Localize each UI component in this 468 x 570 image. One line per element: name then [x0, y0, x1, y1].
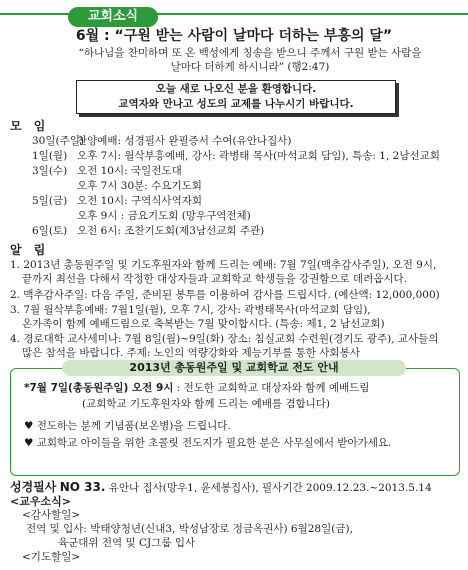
- meeting-day: 6일(토): [32, 225, 68, 237]
- notice-item: [10, 304, 462, 332]
- welcome-line: 교역자와 만나고 성도의 교제를 나누시기 바랍니다.: [118, 98, 354, 110]
- notice-item: [10, 259, 462, 287]
- bible-copy-number: NO 33.: [59, 480, 106, 494]
- evangelism-bullet: ♥ 교회학교 아이들을 위한 초콜릿 전도지가 필요한 분은 사무실에서 받아가세요.: [24, 437, 392, 449]
- evangelism-desc: : 전도한 교회학교 대상자와 함께 예배드림: [176, 382, 370, 394]
- welcome-line: 오늘 새로 나오신 분을 환영합니다.: [155, 83, 317, 95]
- meeting-row: [32, 180, 202, 194]
- notice-line: 온가족이 함께 예배드림으로 축복받는 7월 맞이합시다. (특송: 제1, 2 남선교회): [22, 317, 385, 330]
- notice-item: [10, 289, 462, 303]
- notice-line: 많은 참석을 바랍니다. 주제: 노인의 역량강화와 제능기부를 통한 사회봉사: [22, 346, 360, 359]
- meeting-day: 1일(월): [32, 150, 68, 162]
- header-tab: 교회소식: [68, 7, 158, 27]
- meetings-title: 모 임: [10, 119, 50, 133]
- evangelism-line: (교회학교 기도후원자와 함께 드리는 예배를 겸합니다): [82, 398, 331, 410]
- thanks-line: 육군대위 전역 및 CJ그룹 입사: [58, 537, 196, 549]
- meeting-text: 오후 7시: 월삭부흥예배, 강사: 곽병태 목사(마석교회 담임), 특송: 1, 2남선교회: [77, 150, 440, 162]
- page-title: 6월 : “구원 받는 사람이 날마다 더하는 부흥의 달”: [75, 28, 393, 44]
- meeting-text: 오전 6시: 조찬기도회(제3남선교회 주관): [77, 225, 265, 237]
- bible-copy-label: 성경필사: [10, 480, 57, 494]
- meeting-text: 오후 7시 30분: 수요기도회: [77, 180, 202, 192]
- notice-line: 1. 2013년 총동원주일 및 기도후원자와 함께 드리는 예배: 7월 7일(맥추감사주일), 오전 9시,: [10, 259, 437, 271]
- evangelism-banner: 2013년 총동원주일 및 교회학교 전도 안내: [62, 360, 406, 376]
- meeting-text: 오후 9시 : 금요기도회 (망우구역전체): [77, 210, 251, 222]
- notice-line: 2. 맥추감사주일: 다음 주일, 준비된 봉투를 이용하여 감사를 드립시다. (예산액: 12,000,000): [10, 289, 440, 301]
- bible-copy-line: [10, 480, 432, 496]
- meeting-day: 30일(주일): [32, 135, 84, 147]
- evangelism-bullet: ♥ 전도하는 분께 기념품(보온병)을 드립니다.: [24, 420, 231, 432]
- meeting-row: [32, 210, 251, 224]
- meeting-row: [32, 195, 202, 209]
- meeting-row: [32, 150, 440, 164]
- notice-line: 끝까지 최선을 다해서 작정한 대상자들과 교회학교 학생들을 강권함으로 데려옵시다.: [22, 272, 408, 285]
- notice-item: [10, 333, 462, 361]
- notices-title: 알 림: [10, 243, 50, 257]
- meeting-text: 오전 10시: 구역식사역자회: [77, 195, 203, 207]
- evangelism-date: *7월 7일(총동원주일) 오전 9시: [24, 382, 174, 394]
- thanks-line: 전역 및 입사: 박태양청년(신내3, 박성남장로 정금옥권사) 6월28일(금),: [26, 523, 353, 535]
- thanks-label: <감사할일>: [22, 509, 81, 521]
- meeting-day: 5일(금): [32, 195, 68, 207]
- evangelism-line: [24, 382, 444, 396]
- welcome-box: [76, 80, 396, 114]
- notice-line: 3. 7월 월삭부흥예배: 7월1일(월), 오후 7시, 강사: 곽병태목사(마석교회 담임),: [10, 304, 371, 316]
- meeting-text: 찬양예배: 성경필사 완필증서 수여(유안나집사): [77, 135, 292, 147]
- meeting-text: 오전 10시: 국일전도대: [77, 165, 182, 177]
- meeting-row: [32, 225, 264, 239]
- meeting-day: 3일(수): [32, 165, 68, 177]
- verse-line: 날마다 더하게 하시니라” (행2:47): [170, 60, 330, 73]
- verse-line: “하나님을 찬미하며 또 온 백성에게 칭송을 받으니 주께서 구원 받는 사람을: [78, 47, 422, 59]
- meeting-row: [32, 135, 291, 149]
- section-header: [0, 7, 468, 24]
- bible-verse: [70, 47, 430, 75]
- prayer-label: <기도할일>: [22, 551, 81, 563]
- bible-copy-text: 유안나 집사(망우1, 윤세봉집사), 필사기간 2009.12.23.~2013.5.14: [108, 482, 432, 494]
- meeting-row: [32, 165, 182, 179]
- notice-line: 4. 경로대학 교사세미나: 7월 8일(월)~9일(화) 장소: 침실교회 수련원(경기도 광주), 교사들의: [10, 333, 439, 345]
- members-news-title: <교우소식>: [10, 495, 71, 508]
